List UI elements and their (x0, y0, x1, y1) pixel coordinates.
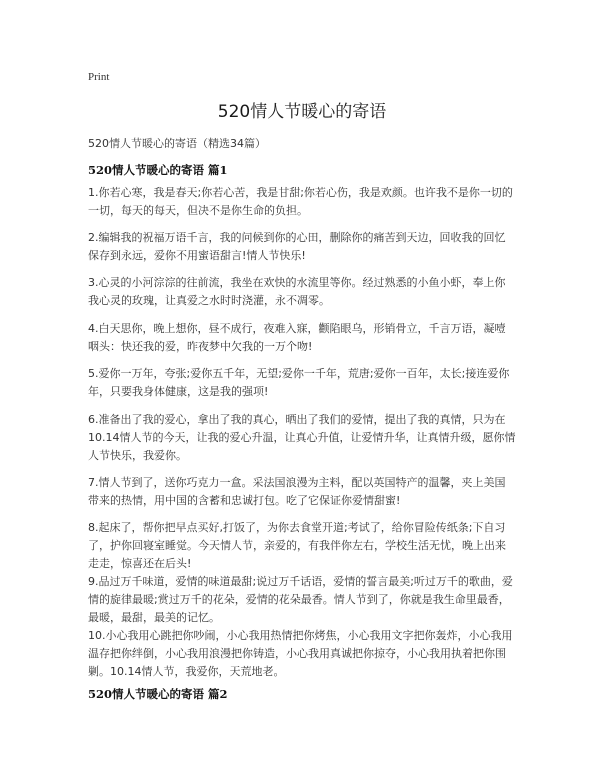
section-heading-1: 520情人节暖心的寄语 篇1 (88, 163, 228, 177)
paragraph-7: 7.情人节到了，送你巧克力一盒。采法国浪漫为主料，配以英国特产的温馨，夹上美国带来的热情，用中国的含蓄和忠诚打包。吃了它保证你爱情甜蜜! (88, 476, 506, 507)
paragraph-4: 4.白天思你，晚上想你，昼不成行，夜难入寐，颧陷眼乌，形销骨立，千言万语，凝噎咽头：快还我的爱，昨夜梦中欠我的一万个吻! (88, 322, 506, 353)
paragraph-10: 10.小心我用心跳把你吵闹，小心我用热情把你烤焦，小心我用文字把你轰炸，小心我用温存把你绊倒，小心我用浪漫把你铸造，小心我用真诚把你掠夺，小心我用执着把你围剿。10.14情人节，我爱你，天荒地老。 (88, 629, 513, 678)
paragraph-2: 2.编辑我的祝福万语千言，我的问候到你的心田，删除你的痛苦到天边，回收我的回忆保存到永远，爱你不用蜜语甜言!情人节快乐! (88, 231, 506, 262)
paragraph-1: 1.你若心寒，我是春天;你若心苦，我是甘甜;你若心伤，我是欢颜。也许我不是你一切的一切，每天的每天，但决不是你生命的负担。 (88, 186, 513, 217)
page-title: 520情人节暖心的寄语 (217, 102, 387, 122)
paragraph-6: 6.准备出了我的爱心，拿出了我的真心，晒出了我们的爱情，提出了我的真情，只为在10.14情人节的今天，让我的爱心升温，让真心升值，让爱情升华，让真情升级，愿你情人节快乐，我爱你。 (88, 413, 516, 462)
section-heading-2: 520情人节暖心的寄语 篇2 (88, 687, 228, 701)
print-link[interactable]: Print (88, 71, 110, 83)
paragraph-9: 9.品过万千味道，爱情的味道最甜;说过万千话语，爱情的誓言最美;听过万千的歌曲，爱情的旋律最暖;赏过万千的花朵，爱情的花朵最香。情人节到了，你就是我生命里最香，最暖，最甜，最美的记忆。 (88, 575, 513, 624)
paragraph-5: 5.爱你一万年，夸张;爱你五千年，无望;爱你一千年，荒唐;爱你一百年，太长;接连爱你年，只要我身体健康，这是我的强项! (88, 367, 510, 398)
paragraph-8: 8.起床了，帮你把早点买好,打饭了，为你去食堂开道;考试了，给你冒险传纸条;下自习了，护你回寝室睡觉。今天情人节，亲爱的，有我伴你左右，学校生活无忧，晚上出来走走，惊喜还在后头! (88, 521, 506, 570)
paragraph-3: 3.心灵的小河淙淙的往前流，我坐在欢快的水流里等你。经过熟悉的小鱼小虾，奉上你我心灵的玫瑰，让真爱之水时时浇灌，永不凋零。 (88, 276, 506, 307)
page-subtitle: 520情人节暖心的寄语（精选34篇） (88, 137, 266, 150)
